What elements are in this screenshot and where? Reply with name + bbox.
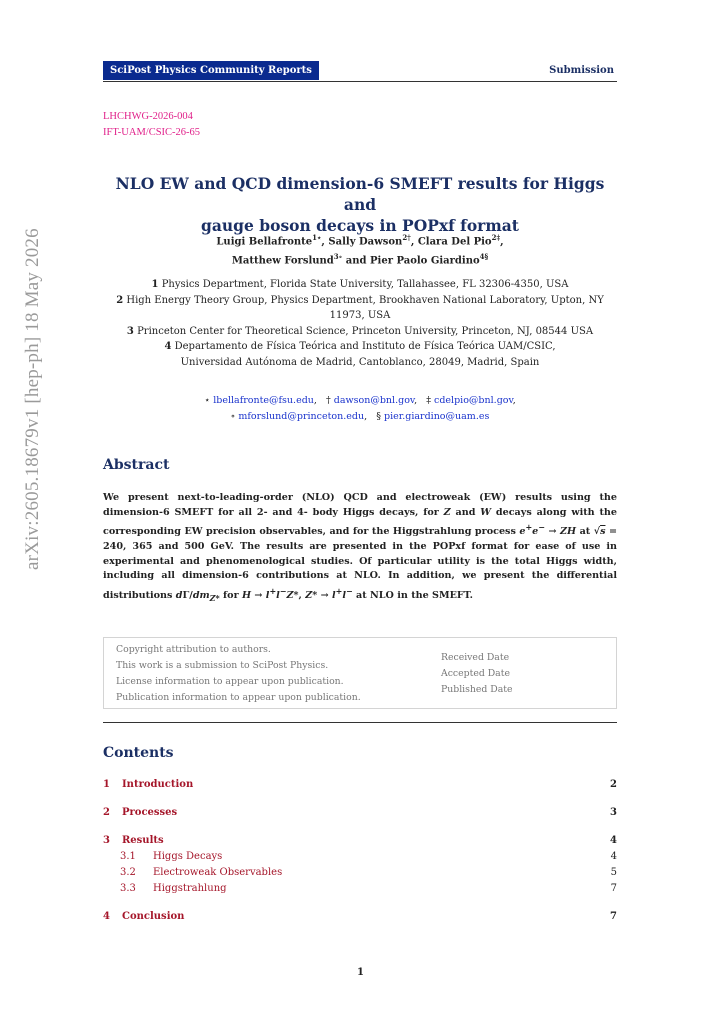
affiliation-list [103,277,617,370]
author-mark: 2‡ [491,233,501,242]
author-mark: 2† [402,233,411,242]
title-line: NLO EW and QCD dimension-6 SMEFT results for Higgs and [115,174,605,214]
author-list: Luigi Bellafronte$^{1⋆}$, Sally Dawson$^{2\dagger}$, Clara Del Pio$^{2\ddagger}$, Matthew Forslund$^{3\circ}$ and Pier Paolo Giardino$^{4\S}$ [216,233,504,267]
abstract-text: We present next-to-leading-order (NLO) QCD and electroweak (EW) results using the dimension-6 SMEFT for all 2- and 4- body Higgs decays, for Z and W decays along with the corresponding EW precision observables, and for the Higgstrahlung process e+e− → ZH at √s = 240, 365 and 500 GeV. The results are presented in the POPxf format for ease of use in experimental and phenomenological studies. Of particular utility is the total Higgs width, including all dimension-6 contributions at NLO. In addition, we present the differential distributions $d\Gamma/dm_{Z*}$ for H → l+l−Z*, Z* → l+l− at NLO in the SMEFT. [103,492,618,603]
email-link[interactable]: lbellafronte@fsu.edu [213,395,314,406]
author-name: Matthew Forslund [231,255,334,267]
copyright-line: License information to appear upon publication. [116,676,344,687]
toc-entry[interactable]: 1 Introduction 2 [103,779,617,790]
title-line: gauge boson decays in POPxf format [201,216,519,235]
author-mark: 3∘ [333,252,343,262]
journal-header [103,61,617,82]
email-link[interactable]: mforslund@princeton.edu [238,411,365,422]
copyright-line: Publication information to appear upon publication. [116,692,361,703]
preprint-number: LHCHWG-2026-004 [103,111,193,122]
email-link[interactable]: pier.giardino@uam.es [383,411,490,422]
copyright-line: This work is a submission to SciPost Physics. [116,660,329,671]
toc-subentry[interactable]: 3.3 Higgstrahlung 7 [120,883,617,894]
journal-name[interactable]: SciPost Physics Community Reports [103,61,319,80]
email-list: ⋆ lbellafronte@fsu.edu, † dawson@bnl.gov, ‡ cdelpio@bnl.gov, ∘ mforslund@princeton.edu, § pier.giardino@uam.es [204,395,516,422]
divider [103,722,617,723]
date-label: Received Date [441,652,510,663]
toc-entry[interactable]: 4 Conclusion 7 [103,911,617,922]
author-name: Sally Dawson [328,236,403,248]
author-name: Pier Paolo Giardino [370,255,480,267]
affiliation: 4 Departamento de Física Teórica and Instituto de Física Teórica UAM/CSIC, Universidad Autónoma de Madrid, Cantoblanco, 28049, Madrid, Spain [164,341,556,368]
page-number: 1 [357,967,364,978]
abstract-heading: Abstract [103,457,170,473]
author-name: Clara Del Pio [417,236,492,248]
contents-heading: Contents [103,745,174,761]
affiliation: 1 Physics Department, Florida State University, Tallahassee, FL 32306-4350, USA [151,279,569,290]
submission-status: Submission [549,65,614,76]
toc-subentry[interactable]: 3.2 Electroweak Observables 5 [120,867,617,878]
toc-subentry[interactable]: 3.1 Higgs Decays 4 [120,851,617,862]
table-of-contents [103,777,617,925]
date-label: Accepted Date [441,668,510,679]
arxiv-stamp: arXiv:2605.18679v1 [hep-ph] 18 May 2026 [22,228,43,570]
author-mark: 1⋆ [312,233,322,242]
copyright-box [103,637,617,709]
affiliation: 2 High Energy Theory Group, Physics Department, Brookhaven National Laboratory, Upton, NY 11973, USA [116,294,604,321]
preprint-number: IFT-UAM/CSIC-26-65 [103,127,201,138]
author-name: Luigi Bellafronte [216,236,313,248]
paper-title [103,173,617,236]
author-mark: 4§ [479,252,489,262]
date-label: Published Date [441,684,513,695]
email-link[interactable]: cdelpio@bnl.gov [434,395,513,406]
affiliation: 3 Princeton Center for Theoretical Science, Princeton University, Princeton, NJ, 08544 USA [126,325,594,337]
toc-entry[interactable]: 2 Processes 3 [103,807,617,818]
toc-entry[interactable]: 3 Results 4 [103,835,617,846]
copyright-line: Copyright attribution to authors. [116,644,271,655]
email-link[interactable]: dawson@bnl.gov [333,395,415,406]
